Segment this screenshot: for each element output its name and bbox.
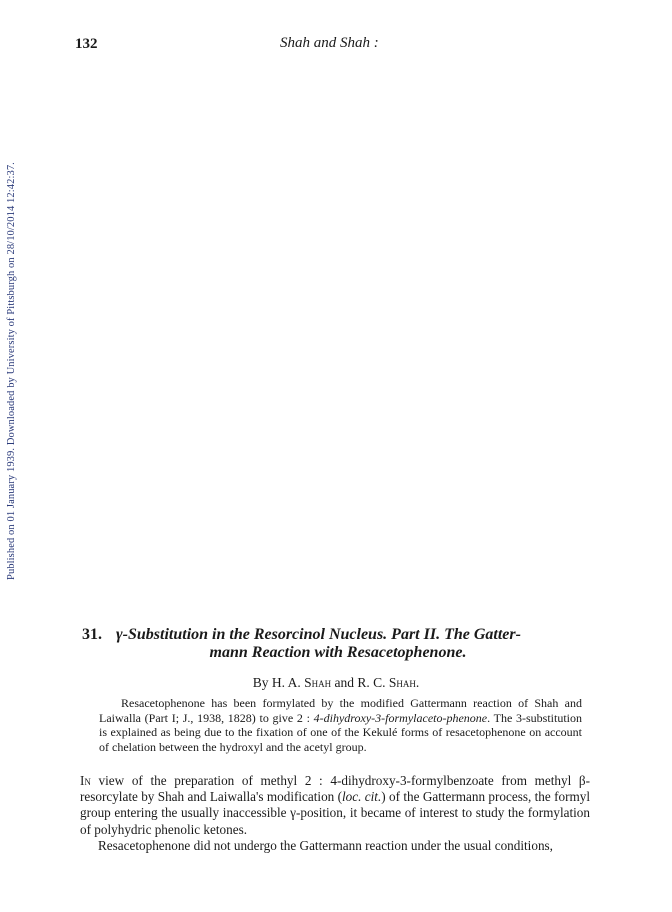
author1-surname: Shah	[304, 675, 332, 690]
article-number: 31.	[82, 626, 102, 643]
loc-cit: loc. cit.	[342, 789, 382, 805]
download-watermark: Published on 01 January 1939. Downloaded by University of Pittsburgh on 28/10/2014 12:42:37.	[6, 162, 17, 580]
authors-and: and R. C.	[331, 675, 389, 690]
paragraph-1-part-2: ) of the Gattermann process, the formyl group entering the usually inaccessible γ-position, it became of interest to study the formylation of polyhydric phenolic ketones.	[80, 789, 590, 837]
title-line-1: γ-Substitution in the Resorcinol Nucleus. Part II. The Gatter-	[116, 626, 521, 643]
abstract-compound: 4-dihydroxy-3-formylaceto-phenone	[313, 710, 488, 725]
title-line-2: mann Reaction with Resacetophenone.	[209, 644, 467, 661]
abstract	[99, 696, 582, 754]
paragraph-1	[80, 773, 590, 838]
abstract-part-2: . The 3-substitution is explained as being due to the fixation of one of the Kekulé forms of resacetophenone on account of chelation between the hydroxyl and the acetyl group.	[99, 710, 582, 754]
drop-word: In	[80, 773, 91, 788]
authors-prefix: By H. A.	[252, 675, 305, 690]
page-number: 132	[75, 36, 98, 52]
authors	[0, 675, 672, 691]
abstract-part-1: Resacetophenone has been formylated by the modified Gattermann reaction of Shah and Laiwalla (Part I; J., 1938, 1828) to give 2 :	[99, 696, 582, 725]
body-text	[80, 773, 590, 854]
running-head: Shah and Shah :	[280, 35, 379, 51]
paragraph-2: Resacetophenone did not undergo the Gattermann reaction under the usual conditions,	[98, 837, 553, 853]
paragraph-1-part-1: view of the preparation of methyl 2 : 4-dihydroxy-3-formylbenzoate from methyl β-resorcylate by Shah and Laiwalla's modification (	[80, 773, 590, 805]
authors-suffix: .	[415, 675, 420, 690]
author2-surname: Shah	[388, 675, 416, 690]
article-title	[82, 626, 594, 662]
